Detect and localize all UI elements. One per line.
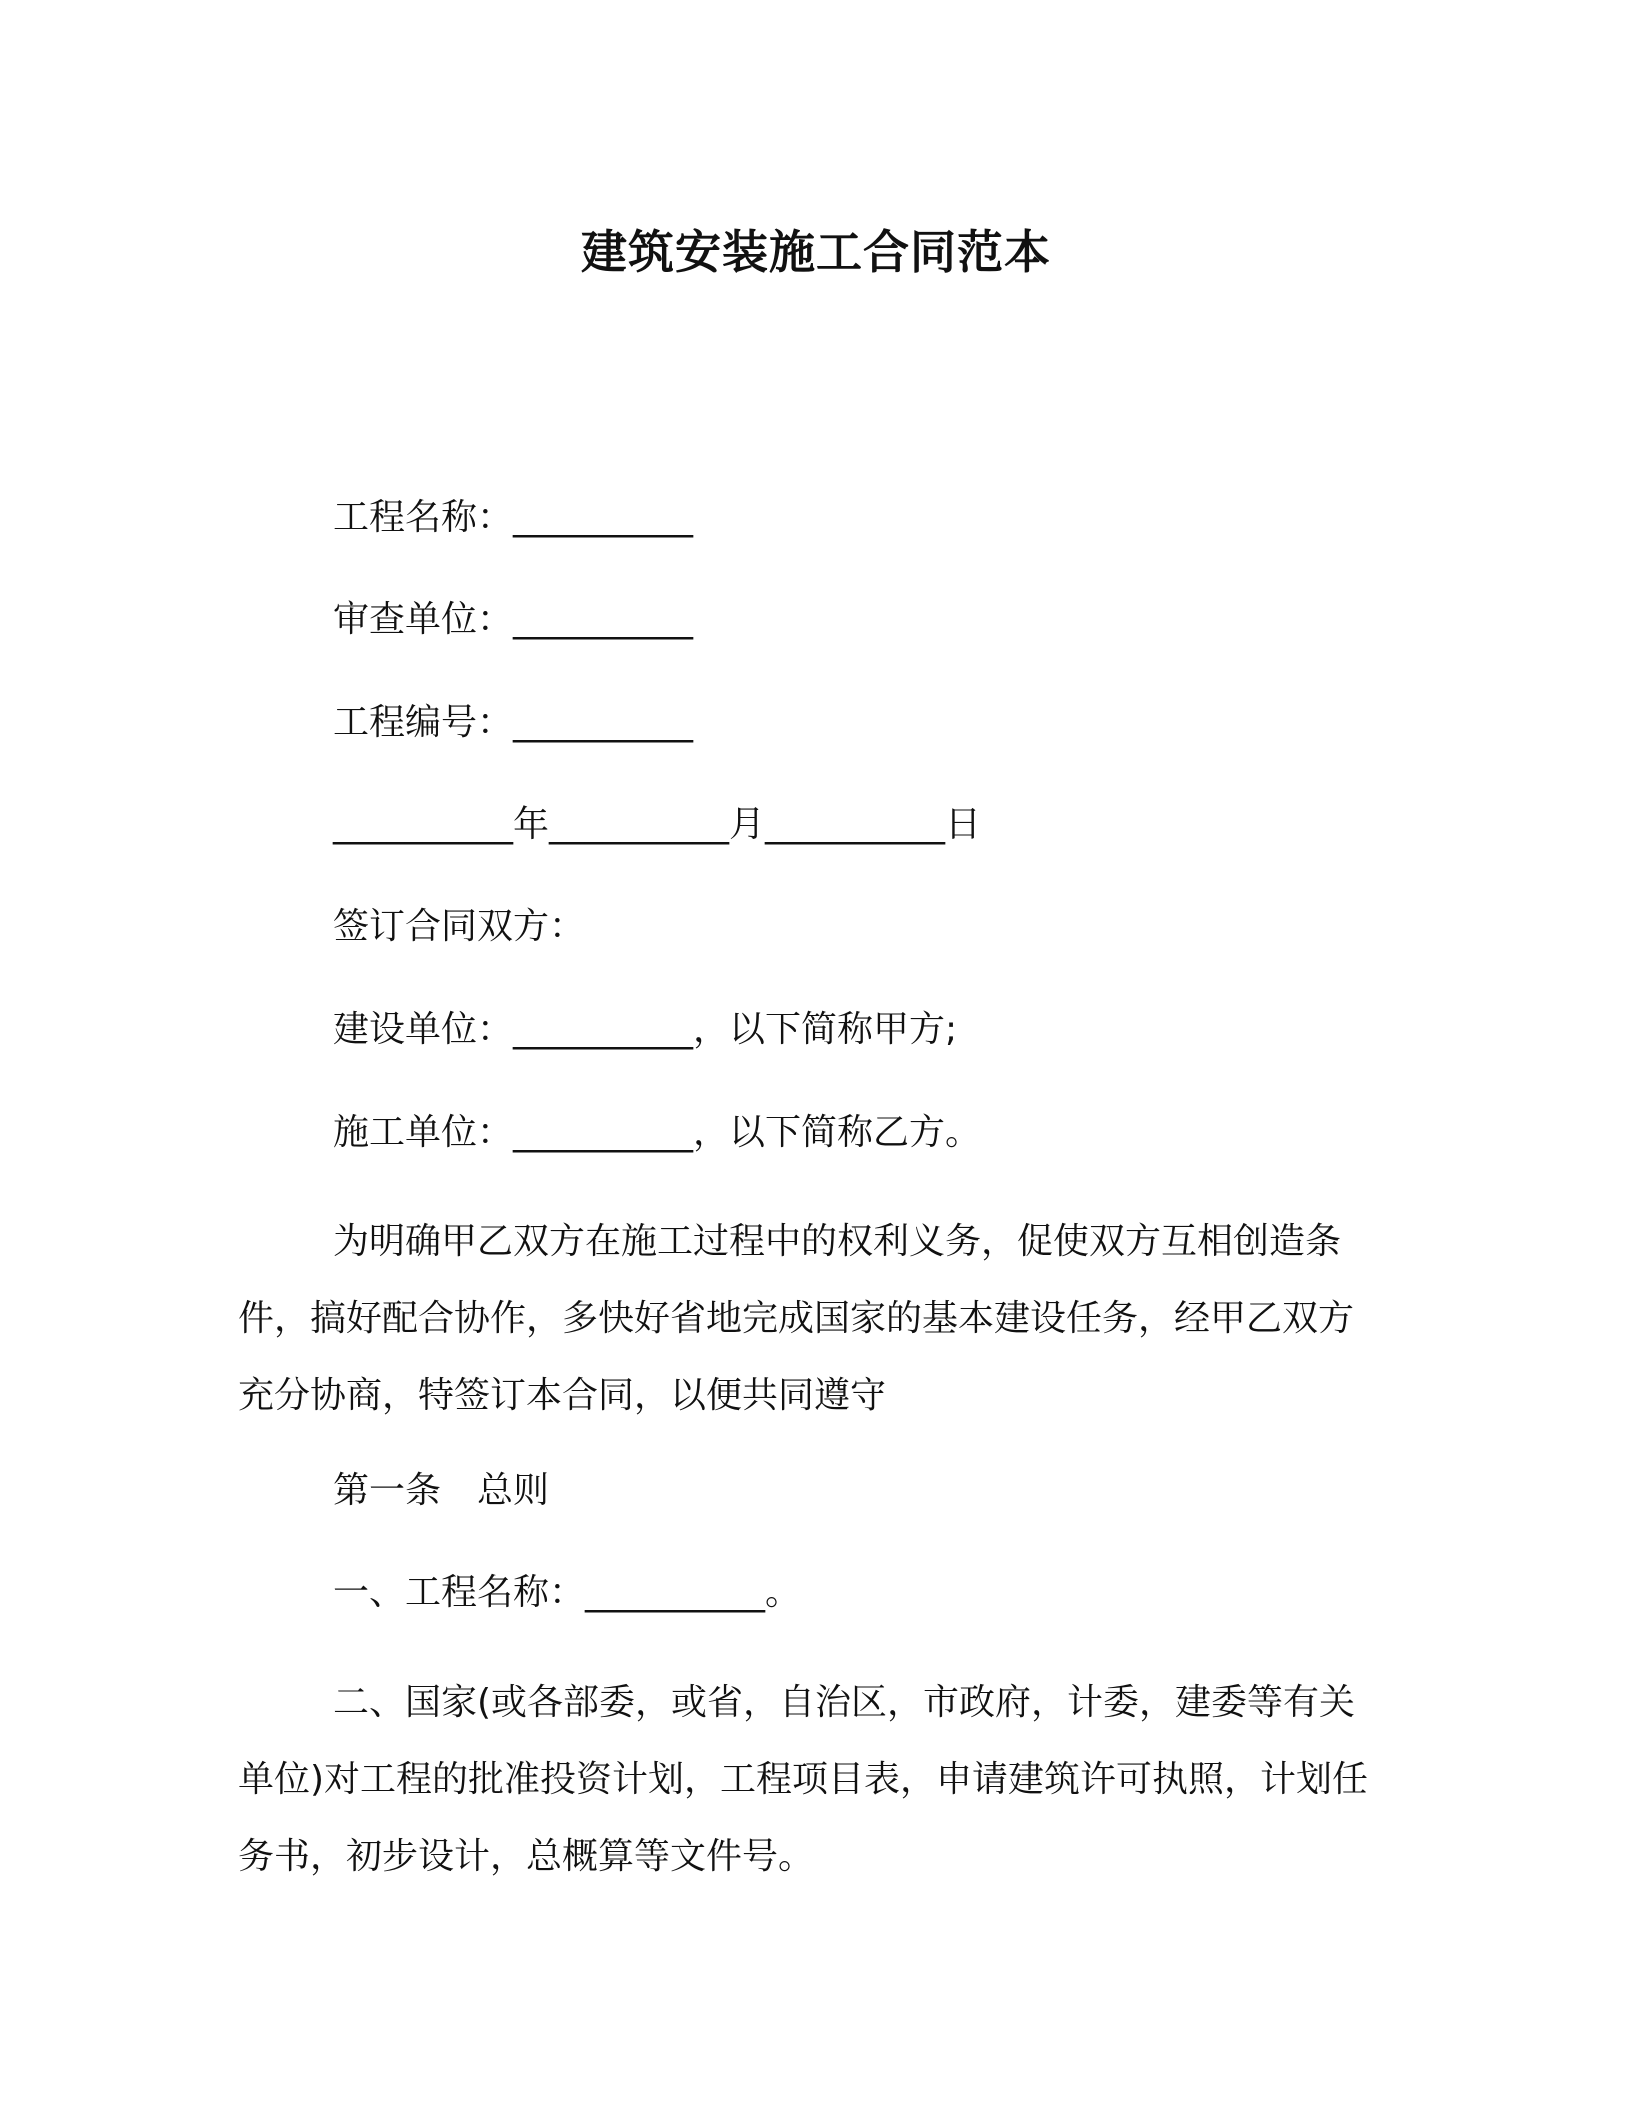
article-1-item-2: 二、国家(或各部委，或省，自治区，市政府，计委，建委等有关单位)对工程的批准投资计划，工程项目表，申请建筑许可执照，计划任务书，初步设计，总概算等文件号。: [238, 1682, 1369, 1877]
article-1-heading: 第一条 总则: [333, 1470, 550, 1511]
field-date: __________年__________月__________日: [333, 804, 981, 845]
preamble-paragraph: 为明确甲乙双方在施工过程中的权利义务，促使双方互相创造条件，搞好配合协作，多快好省地完成国家的基本建设任务，经甲乙双方充分协商，特签订本合同，以便共同遵守: [238, 1221, 1355, 1416]
party-a-line: 建设单位：__________，以下简称甲方;: [333, 1009, 958, 1050]
parties-heading: 签订合同双方：: [333, 906, 586, 947]
field-project-name: 工程名称：__________: [333, 497, 694, 538]
document-title: 建筑安装施工合同范本: [581, 225, 1051, 279]
field-review-unit: 审查单位：__________: [333, 599, 694, 640]
article-1-item-1: 一、工程名称：__________。: [333, 1572, 802, 1613]
field-project-number: 工程编号：__________: [333, 702, 694, 743]
party-b-line: 施工单位：__________，以下简称乙方。: [333, 1112, 982, 1153]
